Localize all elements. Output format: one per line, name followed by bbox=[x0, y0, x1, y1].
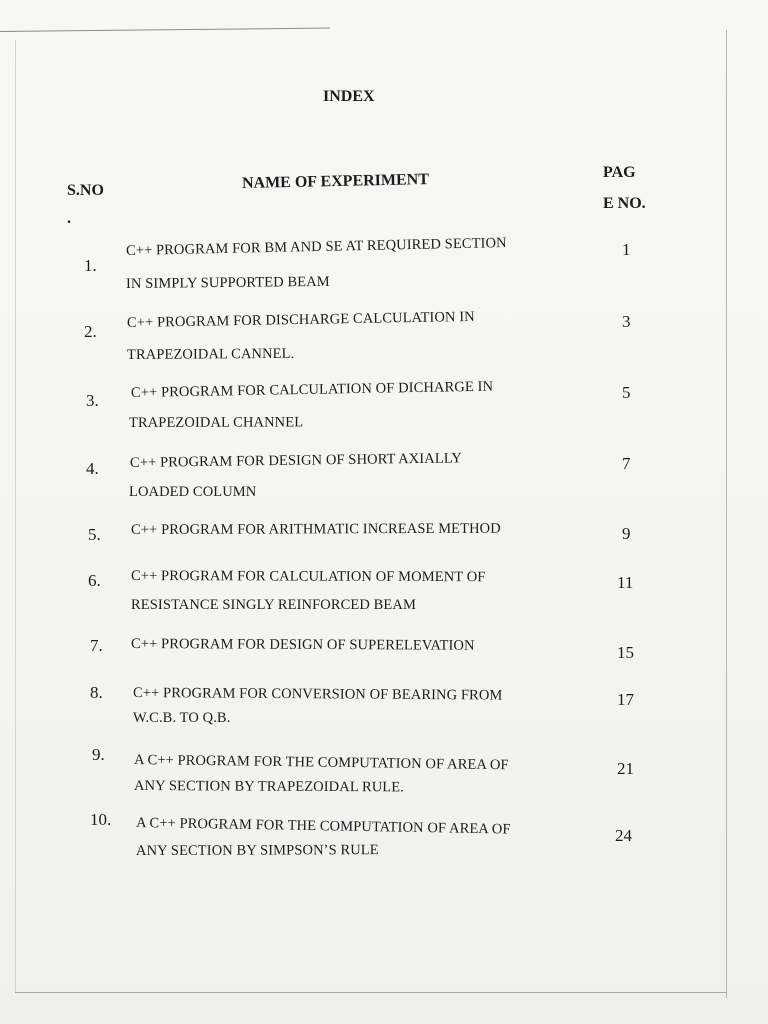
header-sno: S.NO bbox=[67, 182, 104, 199]
serial-number: 9. bbox=[92, 745, 105, 764]
serial-number: 5. bbox=[88, 525, 101, 544]
experiment-name-line1: C++ PROGRAM FOR ARITHMATIC INCREASE METHOD bbox=[130, 520, 501, 538]
experiment-name-line1: C++ PROGRAM FOR DESIGN OF SHORT AXIALLY bbox=[129, 450, 462, 471]
paper-edge-right bbox=[726, 30, 727, 998]
page-number: 11 bbox=[617, 573, 634, 592]
experiment-name-line1: C++ PROGRAM FOR BM AND SE AT REQUIRED SECTION bbox=[125, 235, 507, 259]
experiment-name-line1: A C++ PROGRAM FOR THE COMPUTATION OF AREA OF bbox=[135, 815, 511, 838]
experiment-name-line2: W.C.B. TO Q.B. bbox=[133, 710, 231, 726]
experiment-name-line2: ANY SECTION BY SIMPSON’S RULE bbox=[135, 842, 379, 859]
experiment-name-line2: ANY SECTION BY TRAPEZOIDAL RULE. bbox=[133, 778, 405, 796]
header-name-of-experiment: NAME OF EXPERIMENT bbox=[241, 171, 430, 192]
header-sno-dot: . bbox=[67, 210, 71, 227]
experiment-name-line1: C++ PROGRAM FOR CALCULATION OF MOMENT OF bbox=[130, 568, 486, 586]
experiment-name-line2: IN SIMPLY SUPPORTED BEAM bbox=[125, 273, 330, 292]
page-number: 24 bbox=[615, 826, 632, 845]
page-number: 15 bbox=[617, 643, 634, 662]
page-number: 21 bbox=[617, 759, 634, 778]
page-title: INDEX bbox=[323, 88, 375, 105]
serial-number: 3. bbox=[86, 391, 99, 410]
experiment-name-line2: TRAPEZOIDAL CANNEL. bbox=[126, 345, 295, 363]
experiment-name-line1: C++ PROGRAM FOR CONVERSION OF BEARING FROM bbox=[132, 685, 503, 704]
page-number: 3 bbox=[622, 312, 631, 331]
header-page-no-line1: PAG bbox=[603, 164, 636, 181]
experiment-name-line1: C++ PROGRAM FOR DESIGN OF SUPERELEVATION bbox=[130, 636, 475, 654]
page-number: 5 bbox=[622, 383, 631, 402]
experiment-name-line1: A C++ PROGRAM FOR THE COMPUTATION OF AREA OF bbox=[133, 752, 509, 774]
serial-number: 4. bbox=[86, 459, 99, 478]
experiment-name-line1: C++ PROGRAM FOR CALCULATION OF DICHARGE IN bbox=[130, 378, 494, 401]
serial-number: 8. bbox=[90, 683, 103, 702]
paper-edge-left bbox=[15, 40, 16, 992]
page-number: 17 bbox=[617, 690, 634, 709]
page-number: 7 bbox=[622, 454, 631, 473]
serial-number: 1. bbox=[84, 256, 97, 275]
header-page-no-line2: E NO. bbox=[603, 195, 646, 212]
serial-number: 7. bbox=[90, 636, 103, 655]
experiment-name-line1: C++ PROGRAM FOR DISCHARGE CALCULATION IN bbox=[126, 308, 475, 331]
experiment-name-line2: RESISTANCE SINGLY REINFORCED BEAM bbox=[131, 597, 416, 613]
serial-number: 10. bbox=[90, 810, 112, 829]
experiment-name-line2: LOADED COLUMN bbox=[129, 484, 257, 500]
paper-edge-bottom bbox=[15, 992, 727, 993]
paper-edge-top bbox=[0, 28, 330, 32]
serial-number: 2. bbox=[84, 322, 97, 341]
page-number: 1 bbox=[622, 240, 631, 259]
experiment-name-line2: TRAPEZOIDAL CHANNEL bbox=[128, 414, 304, 431]
serial-number: 6. bbox=[88, 571, 101, 590]
page-number: 9 bbox=[622, 524, 631, 543]
